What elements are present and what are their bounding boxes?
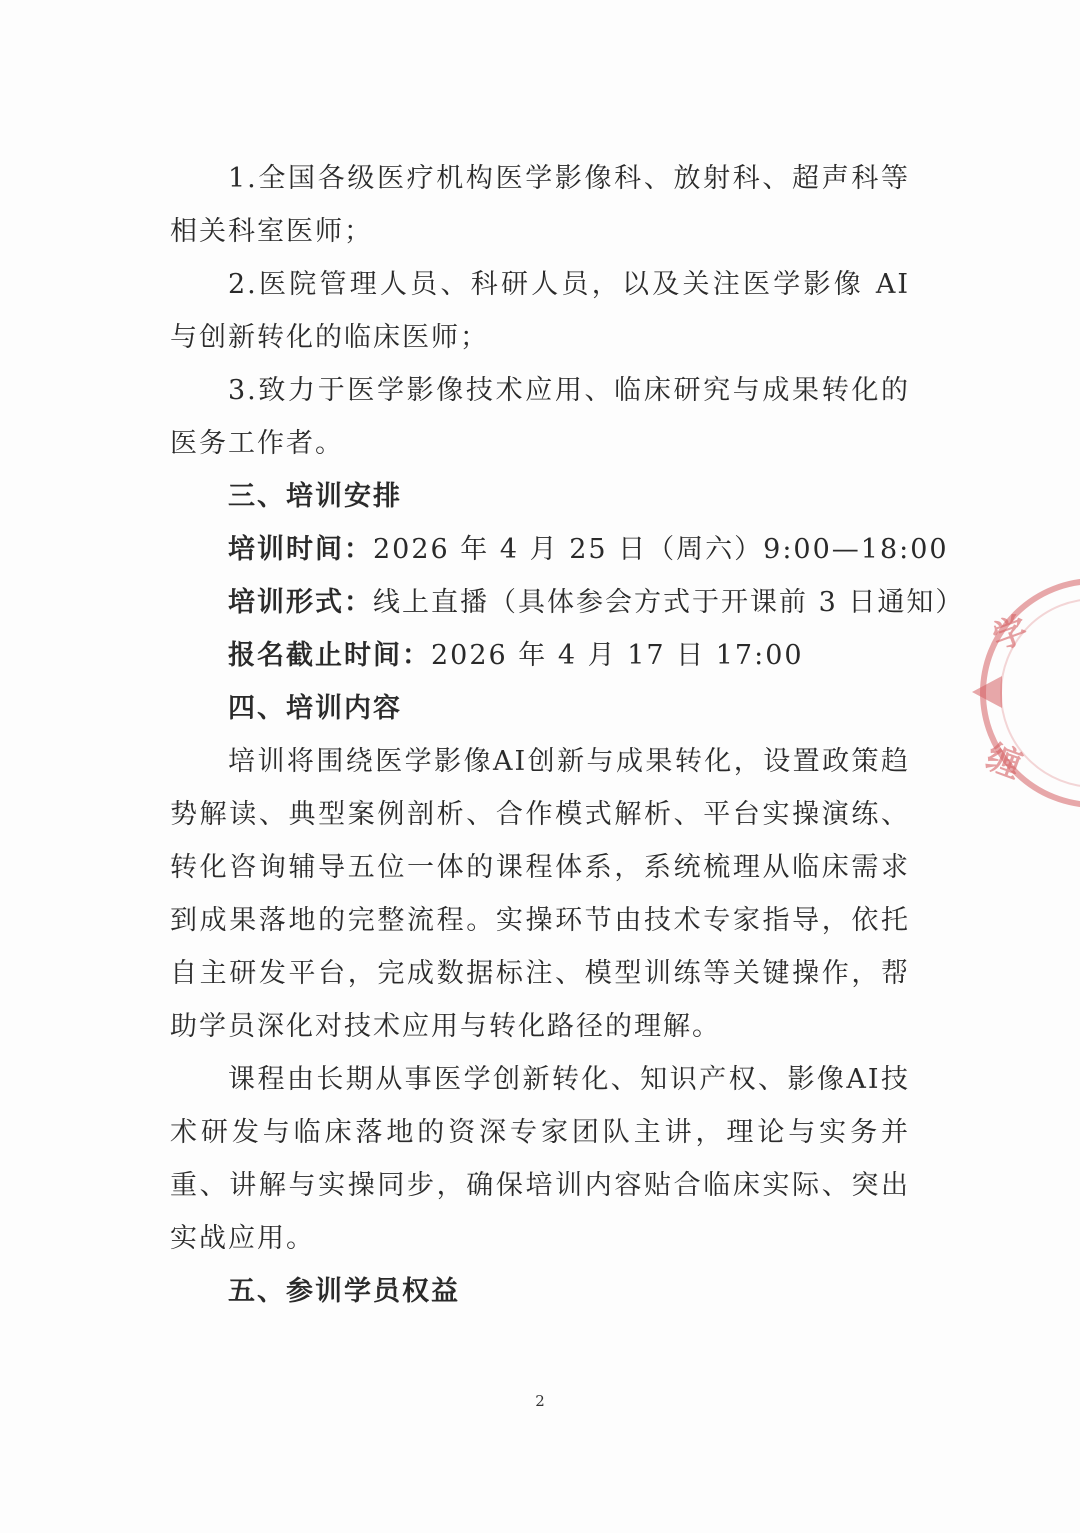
training-time-row [170, 523, 949, 576]
section-heading-training-content: 四、培训内容 [228, 693, 402, 724]
paragraph-training-content-2: 课程由长期从事医学创新转化、知识产权、影像AI技术研发与临床落地的资深专家团队主讲，理论与实务并重、讲解与实操同步，确保培训内容贴合临床实际、突出实战应用。 [170, 1064, 910, 1254]
seal-character: 缠 [980, 737, 1027, 787]
seal-character: 学 [987, 609, 1034, 659]
training-format-value: 线上直播（具体参会方式于开课前 3 日通知） [373, 587, 965, 618]
registration-deadline-label: 报名截止时间： [228, 640, 431, 671]
section-heading-training-arrangement: 三、培训安排 [228, 481, 402, 512]
document-body [170, 152, 965, 1318]
training-time-value: 2026 年 4 月 25 日（周六）9:00—18:00 [373, 534, 949, 565]
training-format-label: 培训形式： [228, 587, 373, 618]
registration-deadline-row [170, 629, 910, 682]
paragraph-audience-1: 1.全国各级医疗机构医学影像科、放射科、超声科等相关科室医师； [170, 163, 910, 247]
training-time-label: 培训时间： [228, 534, 373, 565]
training-format-row [170, 576, 965, 629]
paragraph-audience-2: 2.医院管理人员、科研人员，以及关注医学影像 AI与创新转化的临床医师； [170, 269, 910, 353]
paragraph-audience-3: 3.致力于医学影像技术应用、临床研究与成果转化的医务工作者。 [170, 375, 910, 459]
red-seal-stamp [980, 578, 1080, 808]
page-number: 2 [535, 1392, 545, 1410]
registration-deadline-value: 2026 年 4 月 17 日 17:00 [431, 640, 804, 671]
seal-star-icon [972, 676, 1002, 708]
paragraph-training-content-1: 培训将围绕医学影像AI创新与成果转化，设置政策趋势解读、典型案例剖析、合作模式解析、平台实操演练、转化咨询辅导五位一体的课程体系，系统梳理从临床需求到成果落地的完整流程。实操环节由技术专家指导，依托自主研发平台，完成数据标注、模型训练等关键操作，帮助学员深化对技术应用与转化路径的理解。 [170, 746, 910, 1042]
section-heading-trainee-benefits: 五、参训学员权益 [228, 1276, 460, 1307]
